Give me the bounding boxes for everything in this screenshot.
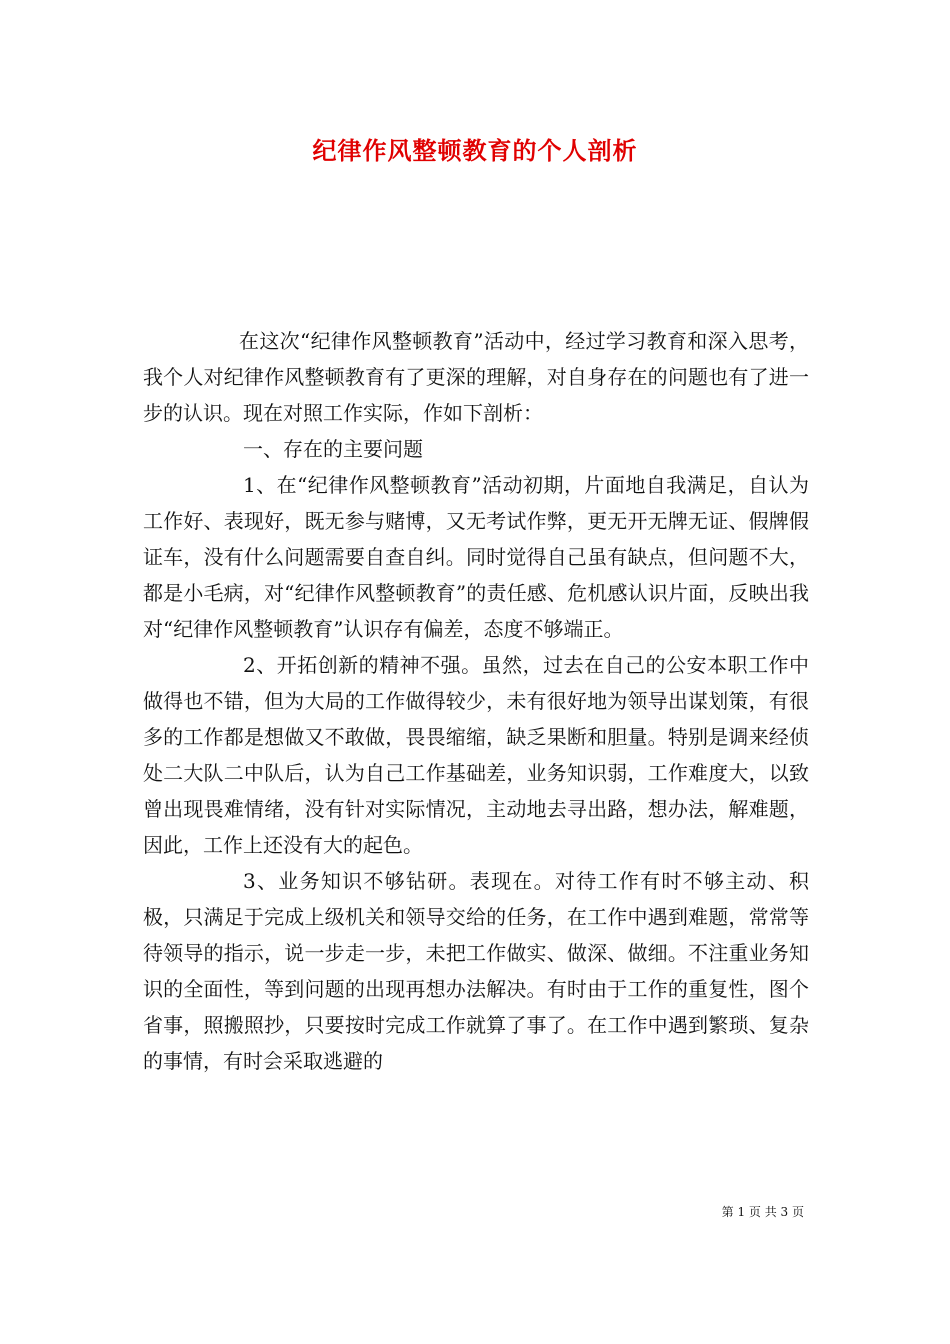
problem-item-3: 3、业务知识不够钻研。表现在。对待工作有时不够主动、积极，只满足于完成上级机关和领导交给的任务，在工作中遇到难题，常常等待领导的指示，说一步走一步，未把工作做实、做深、做细。不注重业务知识的全面性，等到问题的出现再想办法解决。有时由于工作的重复性，图个省事，照搬照抄，只要按时完成工作就算了事了。在工作中遇到繁琐、复杂的事情，有时会采取逃避的	[143, 869, 809, 1073]
problem-item-1: 1、在“纪律作风整顿教育”活动初期，片面地自我满足，自认为工作好、表现好，既无参与赌博，又无考试作弊，更无开无牌无证、假牌假证车，没有什么问题需要自查自纠。同时觉得自己虽有缺点，但问题不大，都是小毛病，对“纪律作风整顿教育”的责任感、危机感认识片面，反映出我对“纪律作风整顿教育”认识存有偏差，态度不够端正。	[143, 473, 809, 641]
document-body	[143, 323, 809, 1079]
document-title: 纪律作风整顿教育的个人剖析	[312, 136, 638, 165]
page-number-footer: 第 1 页 共 3 页	[721, 1205, 804, 1219]
intro-paragraph: 在这次“纪律作风整顿教育”活动中，经过学习教育和深入思考，我个人对纪律作风整顿教育有了更深的理解，对自身存在的问题也有了进一步的认识。现在对照工作实际，作如下剖析：	[143, 329, 809, 425]
section-heading: 一、存在的主要问题	[243, 437, 423, 461]
problem-item-2: 2、开拓创新的精神不强。虽然，过去在自己的公安本职工作中做得也不错，但为大局的工作做得较少，未有很好地为领导出谋划策，有很多的工作都是想做又不敢做，畏畏缩缩，缺乏果断和胆量。特别是调来经侦处二大队二中队后，认为自己工作基础差，业务知识弱，工作难度大，以致曾出现畏难情绪，没有针对实际情况，主动地去寻出路，想办法，解难题，因此，工作上还没有大的起色。	[143, 653, 809, 857]
